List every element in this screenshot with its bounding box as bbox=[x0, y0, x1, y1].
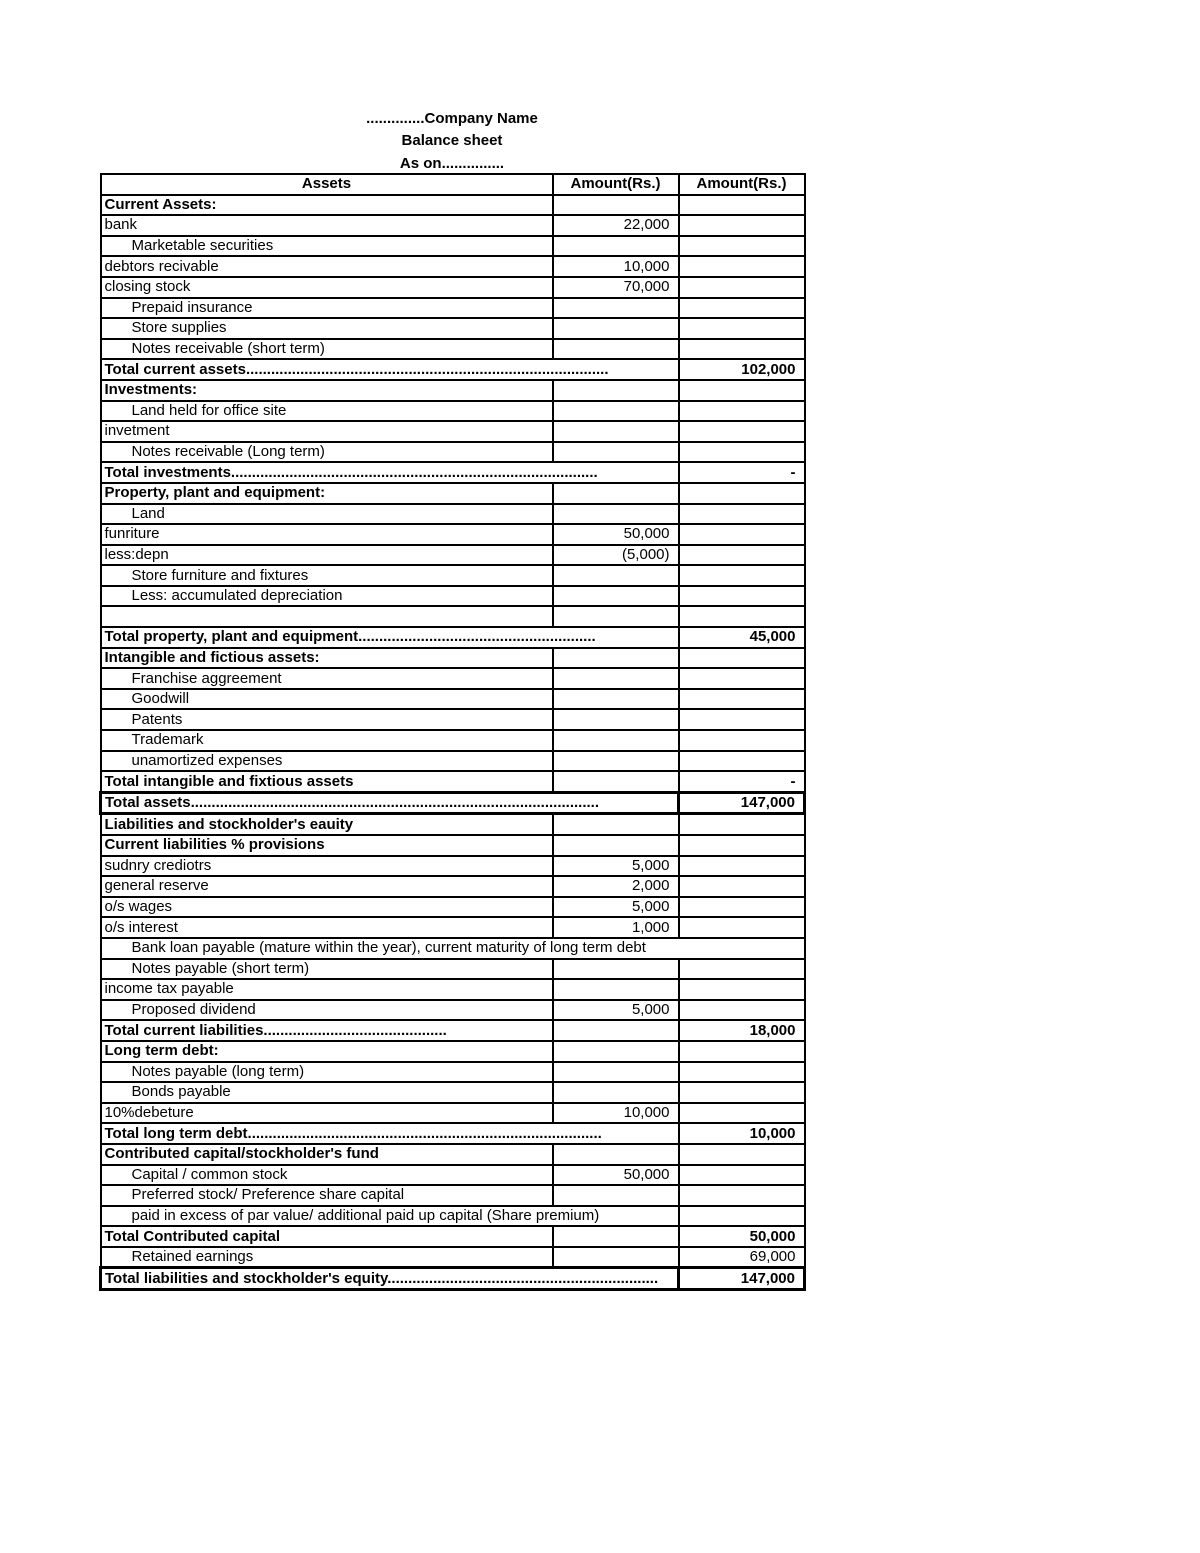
amount-cell-2: 10,000 bbox=[679, 1123, 805, 1144]
amount-cell-2 bbox=[679, 648, 805, 669]
table-row bbox=[101, 648, 805, 669]
row-label: funriture bbox=[101, 524, 553, 545]
amount-cell-2 bbox=[679, 421, 805, 442]
amount-cell-1 bbox=[553, 380, 679, 401]
row-label: Total long term debt..................................................................................... bbox=[101, 1123, 553, 1144]
row-label: Franchise aggreement bbox=[101, 668, 553, 689]
amount-cell-2: 102,000 bbox=[679, 359, 805, 380]
row-label: less:depn bbox=[101, 545, 553, 566]
row-label: Goodwill bbox=[101, 689, 553, 710]
amount-cell-1 bbox=[553, 195, 679, 216]
table-row bbox=[101, 751, 805, 772]
amount-cell-2 bbox=[679, 380, 805, 401]
table-row bbox=[101, 462, 805, 483]
table-row bbox=[101, 709, 805, 730]
amount-cell-1 bbox=[553, 1247, 679, 1268]
table-row bbox=[101, 1020, 805, 1041]
amount-cell-1 bbox=[553, 565, 679, 586]
amount-cell-1: 50,000 bbox=[553, 1165, 679, 1186]
column-header-amount-1: Amount(Rs.) bbox=[553, 174, 679, 195]
company-name: ..............Company Name bbox=[366, 110, 538, 127]
row-label: Bank loan payable (mature within the year), current maturity of long term debt bbox=[101, 938, 805, 959]
amount-cell-1 bbox=[553, 979, 679, 1000]
table-row bbox=[101, 318, 805, 339]
amount-cell-2 bbox=[679, 401, 805, 422]
table-row bbox=[101, 1268, 805, 1290]
amount-cell-2 bbox=[679, 835, 805, 856]
amount-cell-2: 45,000 bbox=[679, 627, 805, 648]
amount-cell-1 bbox=[553, 318, 679, 339]
row-label: Proposed dividend bbox=[101, 1000, 553, 1021]
amount-cell-1 bbox=[553, 814, 679, 835]
table-row bbox=[101, 565, 805, 586]
amount-cell-1 bbox=[553, 1082, 679, 1103]
row-label: Store furniture and fixtures bbox=[101, 565, 553, 586]
table-row bbox=[101, 277, 805, 298]
amount-cell-2 bbox=[679, 917, 805, 938]
amount-cell-2 bbox=[679, 586, 805, 607]
row-label: debtors recivable bbox=[101, 256, 553, 277]
amount-cell-1 bbox=[553, 751, 679, 772]
amount-cell-1: 1,000 bbox=[553, 917, 679, 938]
amount-cell-1 bbox=[553, 1020, 679, 1041]
row-label: Notes receivable (short term) bbox=[101, 339, 553, 360]
table-row bbox=[101, 236, 805, 257]
amount-cell-1 bbox=[553, 709, 679, 730]
table-row bbox=[101, 835, 805, 856]
table-row bbox=[101, 1185, 805, 1206]
amount-cell-2: 69,000 bbox=[679, 1247, 805, 1268]
row-label: Current liabilities % provisions bbox=[101, 835, 553, 856]
row-label: Bonds payable bbox=[101, 1082, 553, 1103]
table-row bbox=[101, 401, 805, 422]
amount-cell-2 bbox=[679, 1103, 805, 1124]
amount-cell-1: 70,000 bbox=[553, 277, 679, 298]
amount-cell-2 bbox=[679, 876, 805, 897]
amount-cell-1: 2,000 bbox=[553, 876, 679, 897]
table-row bbox=[101, 504, 805, 525]
row-label: Liabilities and stockholder's eauity bbox=[101, 814, 553, 835]
amount-cell-1 bbox=[553, 1185, 679, 1206]
table-row bbox=[101, 1000, 805, 1021]
amount-cell-1 bbox=[553, 648, 679, 669]
amount-cell-1 bbox=[553, 1144, 679, 1165]
table-row bbox=[101, 814, 805, 835]
amount-cell-2 bbox=[679, 1185, 805, 1206]
amount-cell-2 bbox=[679, 1041, 805, 1062]
table-row bbox=[101, 545, 805, 566]
row-label: o/s wages bbox=[101, 897, 553, 918]
amount-cell-2: 147,000 bbox=[679, 1268, 805, 1290]
table-row bbox=[101, 792, 805, 814]
row-label: 10%debeture bbox=[101, 1103, 553, 1124]
amount-cell-1 bbox=[553, 442, 679, 463]
row-label: Notes payable (long term) bbox=[101, 1062, 553, 1083]
amount-cell-1 bbox=[553, 586, 679, 607]
table-row bbox=[101, 195, 805, 216]
amount-cell-1 bbox=[553, 339, 679, 360]
amount-cell-2 bbox=[679, 442, 805, 463]
row-label: general reserve bbox=[101, 876, 553, 897]
amount-cell-1: 5,000 bbox=[553, 1000, 679, 1021]
amount-cell-1 bbox=[553, 959, 679, 980]
row-label: Contributed capital/stockholder's fund bbox=[101, 1144, 553, 1165]
amount-cell-1: 5,000 bbox=[553, 897, 679, 918]
row-label: Total intangible and fixtious assets bbox=[101, 771, 553, 792]
table-row bbox=[101, 1062, 805, 1083]
amount-cell-2 bbox=[679, 277, 805, 298]
amount-cell-1: 5,000 bbox=[553, 856, 679, 877]
amount-cell-2 bbox=[679, 1165, 805, 1186]
table-row bbox=[101, 917, 805, 938]
row-label: income tax payable bbox=[101, 979, 553, 1000]
table-row bbox=[101, 979, 805, 1000]
amount-cell-2 bbox=[679, 318, 805, 339]
row-label: Current Assets: bbox=[101, 195, 553, 216]
row-label: invetment bbox=[101, 421, 553, 442]
row-label: unamortized expenses bbox=[101, 751, 553, 772]
table-row bbox=[101, 1247, 805, 1268]
amount-cell-2 bbox=[679, 979, 805, 1000]
row-label: Investments: bbox=[101, 380, 553, 401]
row-label: Notes receivable (Long term) bbox=[101, 442, 553, 463]
row-label: Capital / common stock bbox=[101, 1165, 553, 1186]
amount-cell-1 bbox=[553, 771, 679, 792]
table-row bbox=[101, 380, 805, 401]
as-on-date: As on............... bbox=[399, 155, 505, 172]
row-label: Retained earnings bbox=[101, 1247, 553, 1268]
row-label: Long term debt: bbox=[101, 1041, 553, 1062]
table-row bbox=[101, 1226, 805, 1247]
table-row bbox=[101, 606, 805, 627]
row-label: Total current liabilities............................................ bbox=[101, 1020, 553, 1041]
table-row bbox=[101, 668, 805, 689]
row-label: Total investments........................................................................................ bbox=[101, 462, 553, 483]
amount-cell-2 bbox=[679, 339, 805, 360]
table-row bbox=[101, 689, 805, 710]
row-label: Preferred stock/ Preference share capital bbox=[101, 1185, 553, 1206]
row-label: Prepaid insurance bbox=[101, 298, 553, 319]
amount-cell-1 bbox=[553, 401, 679, 422]
table-row bbox=[101, 730, 805, 751]
table-row bbox=[101, 1165, 805, 1186]
amount-cell-2 bbox=[679, 730, 805, 751]
column-header-assets: Assets bbox=[101, 174, 553, 195]
amount-cell-1 bbox=[553, 689, 679, 710]
amount-cell-2 bbox=[679, 606, 805, 627]
table-row bbox=[101, 938, 805, 959]
amount-cell-1 bbox=[553, 835, 679, 856]
row-label: Patents bbox=[101, 709, 553, 730]
amount-cell-2 bbox=[679, 689, 805, 710]
balance-sheet-table bbox=[99, 173, 806, 1291]
amount-cell-1 bbox=[553, 1041, 679, 1062]
table-row bbox=[101, 856, 805, 877]
amount-cell-2 bbox=[679, 298, 805, 319]
row-label: Property, plant and equipment: bbox=[101, 483, 553, 504]
amount-cell-1 bbox=[553, 421, 679, 442]
row-label: Less: accumulated depreciation bbox=[101, 586, 553, 607]
row-label bbox=[101, 606, 553, 627]
amount-cell-1 bbox=[553, 1062, 679, 1083]
amount-cell-1 bbox=[553, 668, 679, 689]
table-row bbox=[101, 876, 805, 897]
amount-cell-2 bbox=[679, 565, 805, 586]
amount-cell-2: 50,000 bbox=[679, 1226, 805, 1247]
row-label: Total current assets....................................................................................... bbox=[101, 359, 553, 380]
amount-cell-2 bbox=[679, 504, 805, 525]
amount-cell-1 bbox=[553, 504, 679, 525]
amount-cell-2 bbox=[679, 1000, 805, 1021]
row-label: o/s interest bbox=[101, 917, 553, 938]
row-label: closing stock bbox=[101, 277, 553, 298]
amount-cell-2: - bbox=[679, 771, 805, 792]
amount-cell-2 bbox=[679, 483, 805, 504]
table-row bbox=[101, 1206, 805, 1227]
table-row bbox=[101, 421, 805, 442]
table-row bbox=[101, 215, 805, 236]
amount-cell-2 bbox=[679, 524, 805, 545]
row-label: Intangible and fictious assets: bbox=[101, 648, 553, 669]
table-row bbox=[101, 359, 805, 380]
row-label: Store supplies bbox=[101, 318, 553, 339]
column-header-amount-2: Amount(Rs.) bbox=[679, 174, 805, 195]
table-row bbox=[101, 1144, 805, 1165]
table-row bbox=[101, 1082, 805, 1103]
amount-cell-2 bbox=[679, 668, 805, 689]
amount-cell-1: 50,000 bbox=[553, 524, 679, 545]
table-row bbox=[101, 483, 805, 504]
amount-cell-1 bbox=[553, 1226, 679, 1247]
amount-cell-2: 18,000 bbox=[679, 1020, 805, 1041]
table-row bbox=[101, 771, 805, 792]
amount-cell-1 bbox=[553, 483, 679, 504]
table-row bbox=[101, 959, 805, 980]
amount-cell-2 bbox=[679, 1082, 805, 1103]
document-title: Balance sheet bbox=[401, 132, 503, 149]
row-label: Total liabilities and stockholder's equity................................................................. bbox=[101, 1268, 553, 1290]
amount-cell-2: - bbox=[679, 462, 805, 483]
table-row bbox=[101, 298, 805, 319]
row-label: sudnry crediotrs bbox=[101, 856, 553, 877]
amount-cell-2 bbox=[679, 256, 805, 277]
row-label: bank bbox=[101, 215, 553, 236]
amount-cell-2 bbox=[679, 545, 805, 566]
amount-cell-1: 22,000 bbox=[553, 215, 679, 236]
amount-cell-2 bbox=[679, 1062, 805, 1083]
amount-cell-2 bbox=[679, 195, 805, 216]
row-label: paid in excess of par value/ additional paid up capital (Share premium) bbox=[101, 1206, 553, 1227]
amount-cell-2 bbox=[679, 814, 805, 835]
table-row bbox=[101, 1123, 805, 1144]
amount-cell-1: (5,000) bbox=[553, 545, 679, 566]
amount-cell-1 bbox=[553, 730, 679, 751]
amount-cell-1: 10,000 bbox=[553, 1103, 679, 1124]
amount-cell-2 bbox=[679, 709, 805, 730]
amount-cell-2 bbox=[679, 1144, 805, 1165]
table-row bbox=[101, 1103, 805, 1124]
row-label: Trademark bbox=[101, 730, 553, 751]
row-label: Marketable securities bbox=[101, 236, 553, 257]
amount-cell-2 bbox=[679, 959, 805, 980]
table-row bbox=[101, 256, 805, 277]
amount-cell-2 bbox=[679, 897, 805, 918]
amount-cell-1 bbox=[553, 236, 679, 257]
table-row bbox=[101, 524, 805, 545]
amount-cell-2 bbox=[679, 751, 805, 772]
amount-cell-1: 10,000 bbox=[553, 256, 679, 277]
table-row bbox=[101, 442, 805, 463]
table-header-row bbox=[101, 174, 805, 195]
row-label: Notes payable (short term) bbox=[101, 959, 553, 980]
amount-cell-2 bbox=[679, 215, 805, 236]
row-label: Total property, plant and equipment......................................................... bbox=[101, 627, 553, 648]
amount-cell-2 bbox=[679, 856, 805, 877]
amount-cell-2 bbox=[679, 1206, 805, 1227]
amount-cell-1 bbox=[553, 606, 679, 627]
table-row bbox=[101, 627, 805, 648]
table-row bbox=[101, 339, 805, 360]
row-label: Land held for office site bbox=[101, 401, 553, 422]
table-row bbox=[101, 897, 805, 918]
table-row bbox=[101, 1041, 805, 1062]
row-label: Total assets.................................................................................................. bbox=[101, 792, 553, 814]
table-row bbox=[101, 586, 805, 607]
amount-cell-1 bbox=[553, 298, 679, 319]
amount-cell-2: 147,000 bbox=[679, 792, 805, 814]
amount-cell-2 bbox=[679, 236, 805, 257]
row-label: Total Contributed capital bbox=[101, 1226, 553, 1247]
row-label: Land bbox=[101, 504, 553, 525]
